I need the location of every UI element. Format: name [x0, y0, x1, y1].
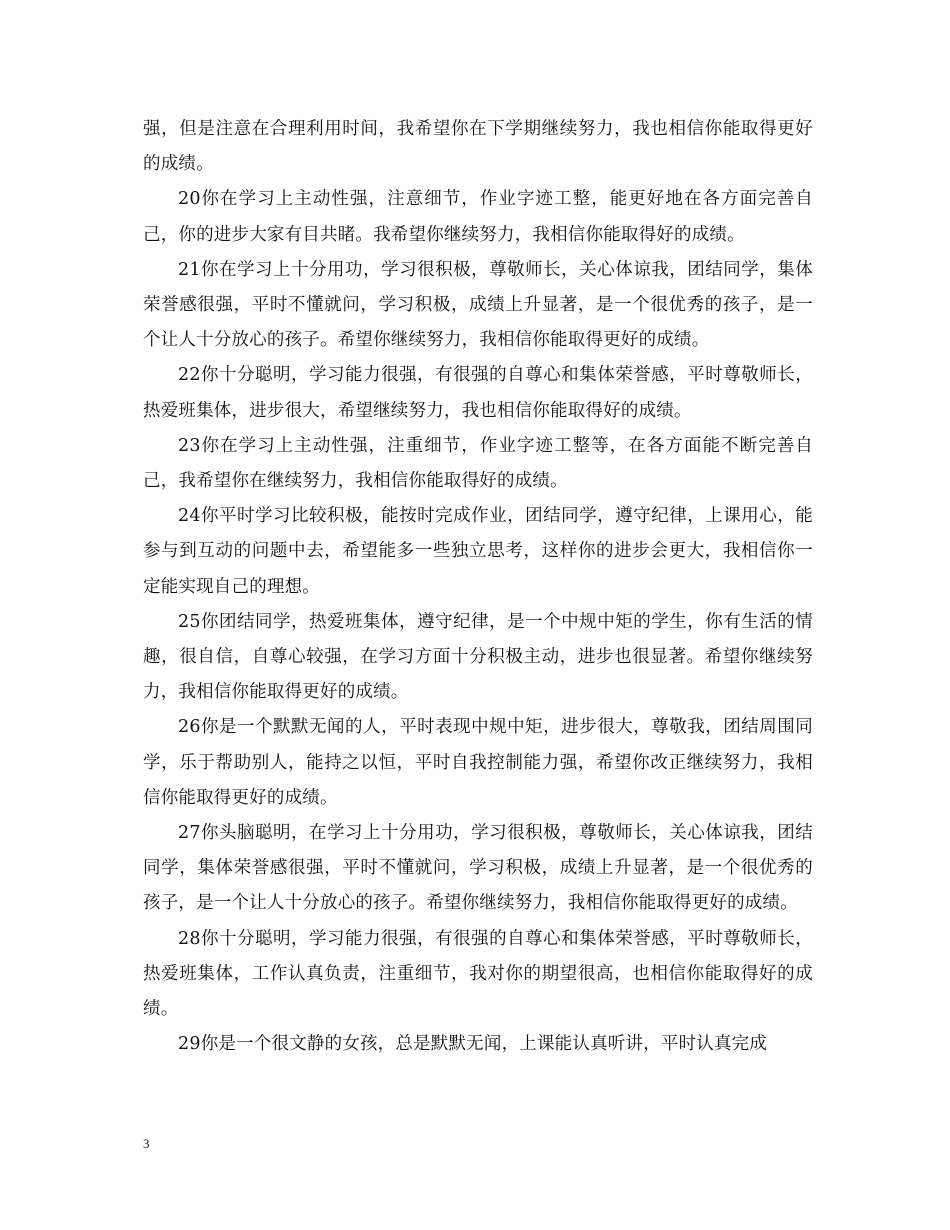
- body-text: [143, 112, 813, 1062]
- paragraph-22: 22你十分聪明，学习能力很强，有很强的自尊心和集体荣誉感，平时尊敬师长，热爱班集体，进步很大，希望继续努力，我也相信你能取得好的成绩。: [143, 365, 813, 421]
- paragraph-continuation: 强，但是注意在合理利用时间，我希望你在下学期继续努力，我也相信你能取得更好的成绩。: [143, 119, 813, 175]
- paragraph-23: 23你在学习上主动性强，注重细节，作业字迹工整等，在各方面能不断完善自己，我希望你在继续努力，我相信你能取得好的成绩。: [143, 435, 813, 492]
- paragraph-28: 28你十分聪明，学习能力很强，有很强的自尊心和集体荣誉感，平时尊敬师长，热爱班集体，工作认真负责，注重细节，我对你的期望很高，也相信你能取得好的成绩。: [143, 928, 813, 1020]
- paragraph-27: 27你头脑聪明，在学习上十分用功，学习很积极，尊敬师长，关心体谅我，团结同学，集体荣誉感很强，平时不懂就问，学习积极，成绩上升显著，是一个很优秀的孩子，是一个让人十分放心的孩子。希望你继续努力，我相信你能取得更好的成绩。: [143, 823, 813, 914]
- paragraph-26: 26你是一个默默无闻的人，平时表现中规中矩，进步很大，尊敬我，团结周围同学，乐于帮助别人，能持之以恒，平时自我控制能力强，希望你改正继续努力，我相信你能取得更好的成绩。: [143, 717, 813, 808]
- page-number: 3: [143, 1136, 150, 1151]
- paragraph-29: 29你是一个很文静的女孩，总是默默无闻，上课能认真听讲，平时认真完成: [178, 1034, 768, 1055]
- paragraph-21: 21你在学习上十分用功，学习很积极，尊敬师长，关心体谅我，团结同学，集体荣誉感很强，平时不懂就问，学习积极，成绩上升显著，是一个很优秀的孩子，是一个让人十分放心的孩子。希望你继续努力，我相信你能取得更好的成绩。: [143, 259, 813, 351]
- paragraph-24: 24你平时学习比较积极，能按时完成作业，团结同学，遵守纪律，上课用心，能参与到互动的问题中去，希望能多一些独立思考，这样你的进步会更大，我相信你一定能实现自己的理想。: [143, 506, 813, 597]
- paragraph-25: 25你团结同学，热爱班集体，遵守纪律，是一个中规中矩的学生，你有生活的情趣，很自信，自尊心较强，在学习方面十分积极主动，进步也很显著。希望你继续努力，我相信你能取得更好的成绩。: [143, 611, 813, 703]
- paragraph-20: 20你在学习上主动性强，注意细节，作业字迹工整，能更好地在各方面完善自己，你的进步大家有目共睹。我希望你继续努力，我相信你能取得好的成绩。: [143, 189, 813, 245]
